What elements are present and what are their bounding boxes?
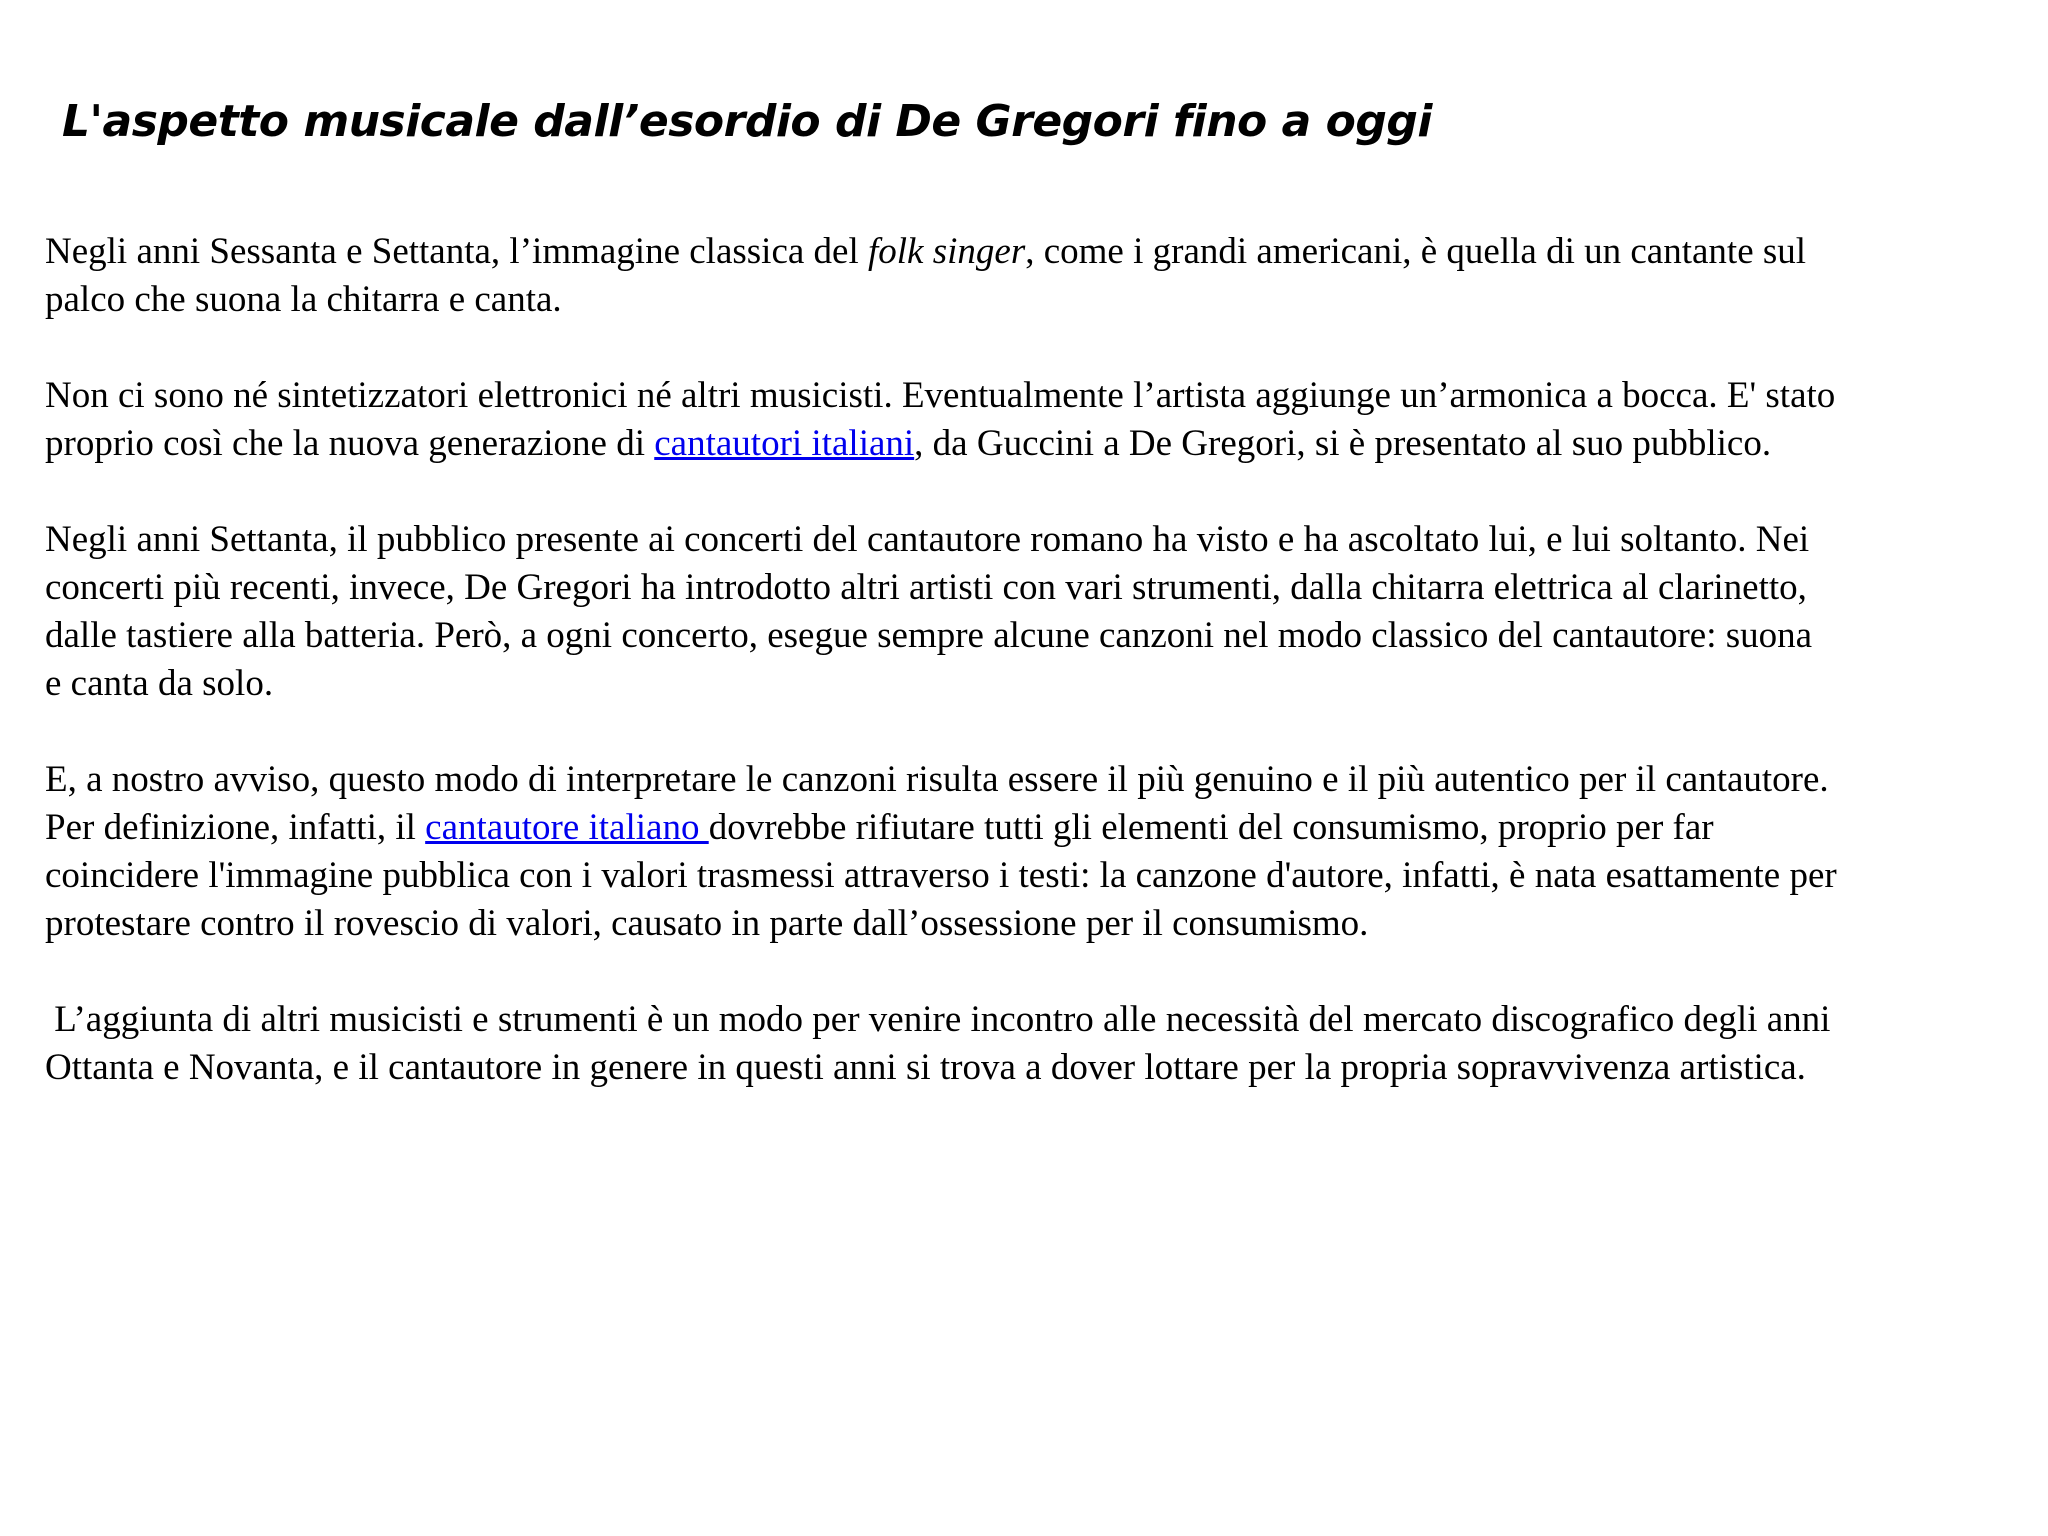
paragraph-5-line-2: Ottanta e Novanta, e il cantautore in genere in questi anni si trova a dover lottare per la propria sopravvivenza artistica. — [45, 1047, 1806, 1088]
paragraph-3-line-4: e canta da solo. — [45, 663, 274, 704]
folk-singer-emphasis: folk singer — [868, 231, 1026, 272]
cantautori-italiani-link[interactable]: cantautori italiani — [654, 423, 915, 464]
text-run: Negli anni Sessanta e Settanta, l’immagine classica del — [45, 231, 868, 272]
paragraph-4-line-3: coincidere l'immagine pubblica con i valori trasmessi attraverso i testi: la canzone d'autore, infatti, è nata esattamente per — [45, 855, 1837, 896]
paragraph-3-line-3: dalle tastiere alla batteria. Però, a ogni concerto, esegue sempre alcune canzoni nel modo classico del cantautore: suona — [45, 615, 1813, 656]
paragraph-4-line-4: protestare contro il rovescio di valori, causato in parte dall’ossessione per il consumismo. — [45, 903, 1369, 944]
cantautore-italiano-link[interactable]: cantautore italiano — [425, 807, 709, 848]
text-run: Per definizione, infatti, il — [45, 807, 426, 848]
text-run: proprio così che la nuova generazione di — [45, 423, 655, 464]
paragraph-1-line-1 — [45, 228, 2025, 276]
paragraph-1 — [45, 228, 2025, 324]
paragraph-3-line-1: Negli anni Settanta, il pubblico presente ai concerti del cantautore romano ha visto e ha ascoltato lui, e lui soltanto. Nei — [45, 519, 1810, 560]
text-run: , come i grandi americani, è quella di un cantante sul — [1025, 231, 1807, 272]
paragraph-1-line-2: palco che suona la chitarra e canta. — [45, 279, 562, 320]
paragraph-2-line-2 — [45, 420, 2025, 468]
text-run: , da Guccini a De Gregori, si è presentato al suo pubblico. — [914, 423, 1772, 464]
paragraph-4-line-1: E, a nostro avviso, questo modo di interpretare le canzoni risulta essere il più genuino e il più autentico per il cantautore. — [45, 759, 1829, 800]
body-text — [45, 228, 2025, 1140]
paragraph-4-line-2 — [45, 804, 2025, 852]
text-run: dovrebbe rifiutare tutti gli elementi del consumismo, proprio per far — [708, 807, 1714, 848]
paragraph-2 — [45, 372, 2025, 468]
paragraph-4 — [45, 756, 2025, 948]
paragraph-2-line-1: Non ci sono né sintetizzatori elettronici né altri musicisti. Eventualmente l’artista aggiunge un’armonica a bocca. E' stato — [45, 375, 1836, 416]
paragraph-5 — [45, 996, 2025, 1092]
page-title: L'aspetto musicale dall’esordio di De Gregori fino a oggi — [62, 96, 1432, 147]
paragraph-5-line-1: L’aggiunta di altri musicisti e strumenti è un modo per venire incontro alle necessità del mercato discografico degli anni — [45, 999, 1831, 1040]
paragraph-3 — [45, 516, 2025, 708]
paragraph-3-line-2: concerti più recenti, invece, De Gregori ha introdotto altri artisti con vari strumenti, dalla chitarra elettrica al clarinetto, — [45, 567, 1807, 608]
